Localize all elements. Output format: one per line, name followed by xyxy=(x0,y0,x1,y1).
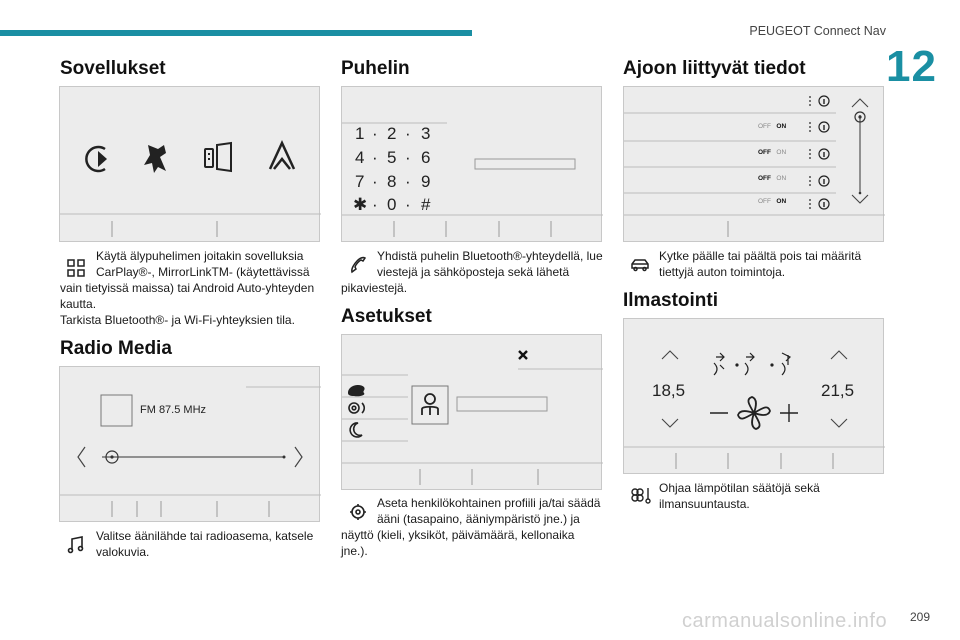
temp-left-up-icon xyxy=(662,351,678,359)
radio-station-label: FM 87.5 MHz xyxy=(140,404,207,416)
fan-icon xyxy=(738,397,770,429)
chevron-left-icon xyxy=(78,447,85,467)
temp-right-up-icon xyxy=(831,351,847,359)
keypad-key-9[interactable]: 9 xyxy=(421,172,431,191)
scroll-down-icon xyxy=(852,195,868,203)
radio-description: Valitse äänilähde tai radioasema, katsele valokuvia. xyxy=(96,529,314,559)
temp-left-value: 18,5 xyxy=(652,381,686,400)
climate-description: Ohjaa lämpötilan säätöjä sekä ilmansuuntausta. xyxy=(659,481,820,511)
phone-description: Yhdistä puhelin Bluetooth®-yhteydellä, lue viestejä ja sähköposteja sekä lähetä pikaviestejä. xyxy=(341,249,603,295)
close-icon xyxy=(519,351,527,359)
chevron-right-icon xyxy=(295,447,302,467)
toggle-1[interactable]: OFF ON xyxy=(758,123,787,130)
watermark: carmanualsonline.info xyxy=(682,610,888,632)
settings-screen xyxy=(341,334,602,490)
section-title-driving: Ajoon liittyvät tiedot xyxy=(623,58,806,79)
air-distribution-icons xyxy=(714,353,790,375)
apps-screen xyxy=(59,86,320,242)
moon-icon xyxy=(350,423,362,437)
section-title-radio: Radio Media xyxy=(60,338,172,359)
user-profile-icon xyxy=(422,394,438,415)
keypad-key-star[interactable]: ✱ xyxy=(353,195,368,214)
settings-sound-icon xyxy=(349,403,364,413)
climate-screen xyxy=(623,318,884,474)
header-accent-bar xyxy=(0,30,472,36)
scroll-up-icon xyxy=(852,99,868,107)
keypad-key-8[interactable]: 8 xyxy=(387,172,397,191)
chapter-number: 12 xyxy=(886,42,937,91)
section-title-apps: Sovellukset xyxy=(60,58,166,79)
phone-screen: 1 · 2 · 3 4 · 5 · 6 7 · 8 · 9 ✱ · 0 · # xyxy=(341,86,602,242)
peugeot-lion-icon xyxy=(144,145,166,173)
toggle-3[interactable]: OFF ON xyxy=(758,175,787,182)
radio-artwork-placeholder xyxy=(101,395,132,426)
profile-name-field xyxy=(457,397,547,411)
radio-screen xyxy=(59,366,320,522)
toggle-2[interactable]: OFF ON xyxy=(758,149,787,156)
apps-description: Käytä älypuhelimen joitakin sovelluksia CarPlay®-, MirrorLinkTM- (käytettävissä vain tietyissä maissa) tai Android Auto-yhteyden kautta. Tarkista Bluetooth®- ja Wi-Fi-yhteyksien tila. xyxy=(60,249,315,327)
keypad-key-3[interactable]: 3 xyxy=(421,124,431,143)
mirrorlink-icon xyxy=(205,143,231,171)
temp-right-value: 21,5 xyxy=(821,381,855,400)
keypad-key-0[interactable]: 0 xyxy=(387,195,397,214)
section-title-settings: Asetukset xyxy=(341,306,432,327)
driving-description: Kytke päälle tai päältä pois tai määritä tiettyjä auton toimintoja. xyxy=(659,249,862,279)
keypad-key-1[interactable]: 1 xyxy=(355,124,365,143)
keypad-key-2[interactable]: 2 xyxy=(387,124,397,143)
android-auto-icon xyxy=(270,143,294,169)
carplay-icon xyxy=(86,147,107,171)
temp-left-down-icon xyxy=(662,419,678,427)
keypad-key-4[interactable]: 4 xyxy=(355,148,365,167)
driving-screen xyxy=(623,86,884,242)
keypad-key-hash[interactable]: # xyxy=(421,195,431,214)
keypad-key-6[interactable]: 6 xyxy=(421,148,431,167)
temp-right-down-icon xyxy=(831,419,847,427)
palette-icon xyxy=(348,385,365,396)
page-number: 209 xyxy=(909,610,930,624)
section-title-phone: Puhelin xyxy=(341,58,410,79)
header-title: PEUGEOT Connect Nav xyxy=(749,24,886,38)
keypad-key-5[interactable]: 5 xyxy=(387,148,397,167)
section-title-climate: Ilmastointi xyxy=(623,290,719,311)
profile-tile xyxy=(412,386,448,424)
keypad-key-7[interactable]: 7 xyxy=(355,172,365,191)
toggle-4[interactable]: OFF ON xyxy=(758,198,787,205)
settings-description: Aseta henkilökohtainen profiili ja/tai säädä ääni (tasapaino, ääniympäristö jne.) ja näyttö (kieli, yksiköt, päivämäärä, kellonaika jne.). xyxy=(341,496,601,558)
fan-increase-icon xyxy=(780,404,798,422)
phone-number-field xyxy=(475,159,575,169)
